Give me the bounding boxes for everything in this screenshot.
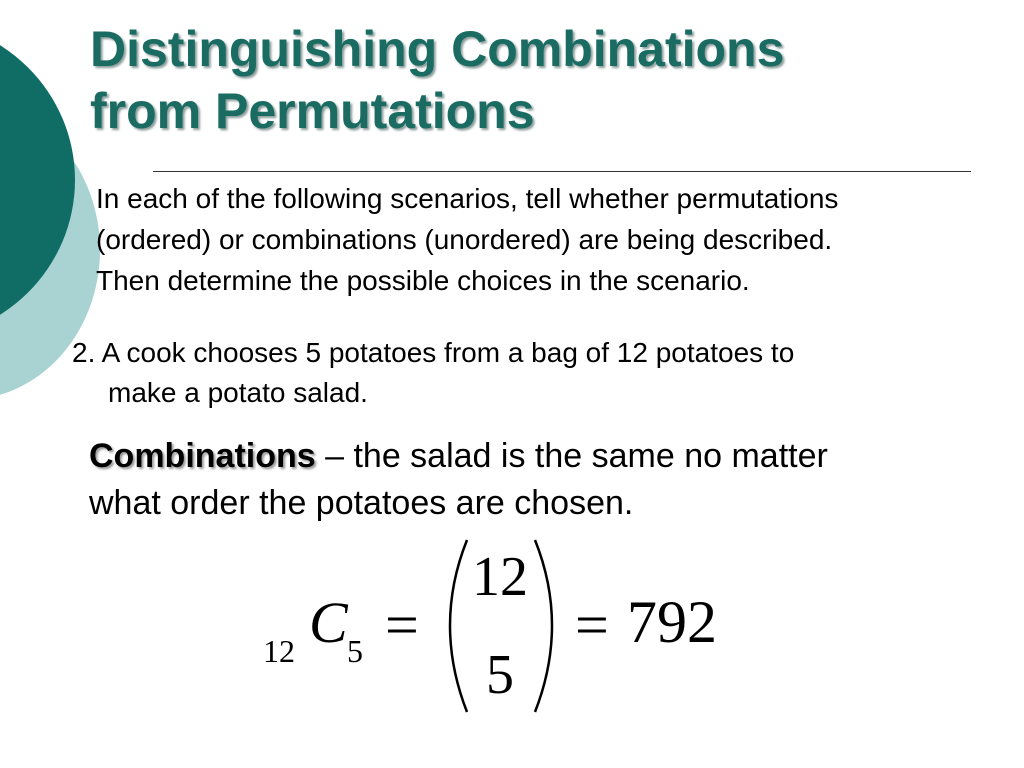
formula-k-subscript: 5: [347, 633, 363, 669]
intro-text: [96, 178, 1011, 301]
intro-line-1: In each of the following scenarios, tell whether permutations: [96, 183, 839, 214]
question-line-2: make a potato salad.: [108, 377, 368, 408]
title-line-1: Distinguishing Combinations: [90, 21, 785, 77]
question-line-1: 2. A cook chooses 5 potatoes from a bag of 12 potatoes to: [72, 337, 795, 368]
slide-title: [90, 18, 990, 142]
formula-c-symbol: C: [309, 590, 348, 655]
binom-right-paren: [535, 540, 552, 712]
intro-line-3: Then determine the possible choices in the scenario.: [96, 265, 750, 296]
formula-svg: [255, 530, 775, 730]
formula-equals-2: =: [575, 592, 609, 658]
answer-text: [89, 433, 1009, 527]
binom-top: 12: [472, 546, 528, 608]
answer-keyword: Combinations: [89, 437, 316, 475]
title-line-2: from Permutations: [90, 83, 535, 139]
answer-line-1-rest: – the salad is the same no matter: [315, 437, 828, 475]
formula-result: 792: [627, 589, 717, 655]
formula-equals-1: =: [385, 592, 419, 658]
answer-line-2: what order the potatoes are chosen.: [89, 484, 634, 522]
scenario-question: [72, 333, 972, 413]
binom-bottom: 5: [486, 644, 514, 706]
intro-line-2: (ordered) or combinations (unordered) are being described.: [96, 224, 833, 255]
combination-formula: [255, 530, 775, 730]
title-divider: [153, 171, 971, 172]
formula-n-subscript: 12: [263, 633, 295, 669]
binom-left-paren: [450, 540, 467, 712]
answer-line-1: [89, 433, 1009, 480]
